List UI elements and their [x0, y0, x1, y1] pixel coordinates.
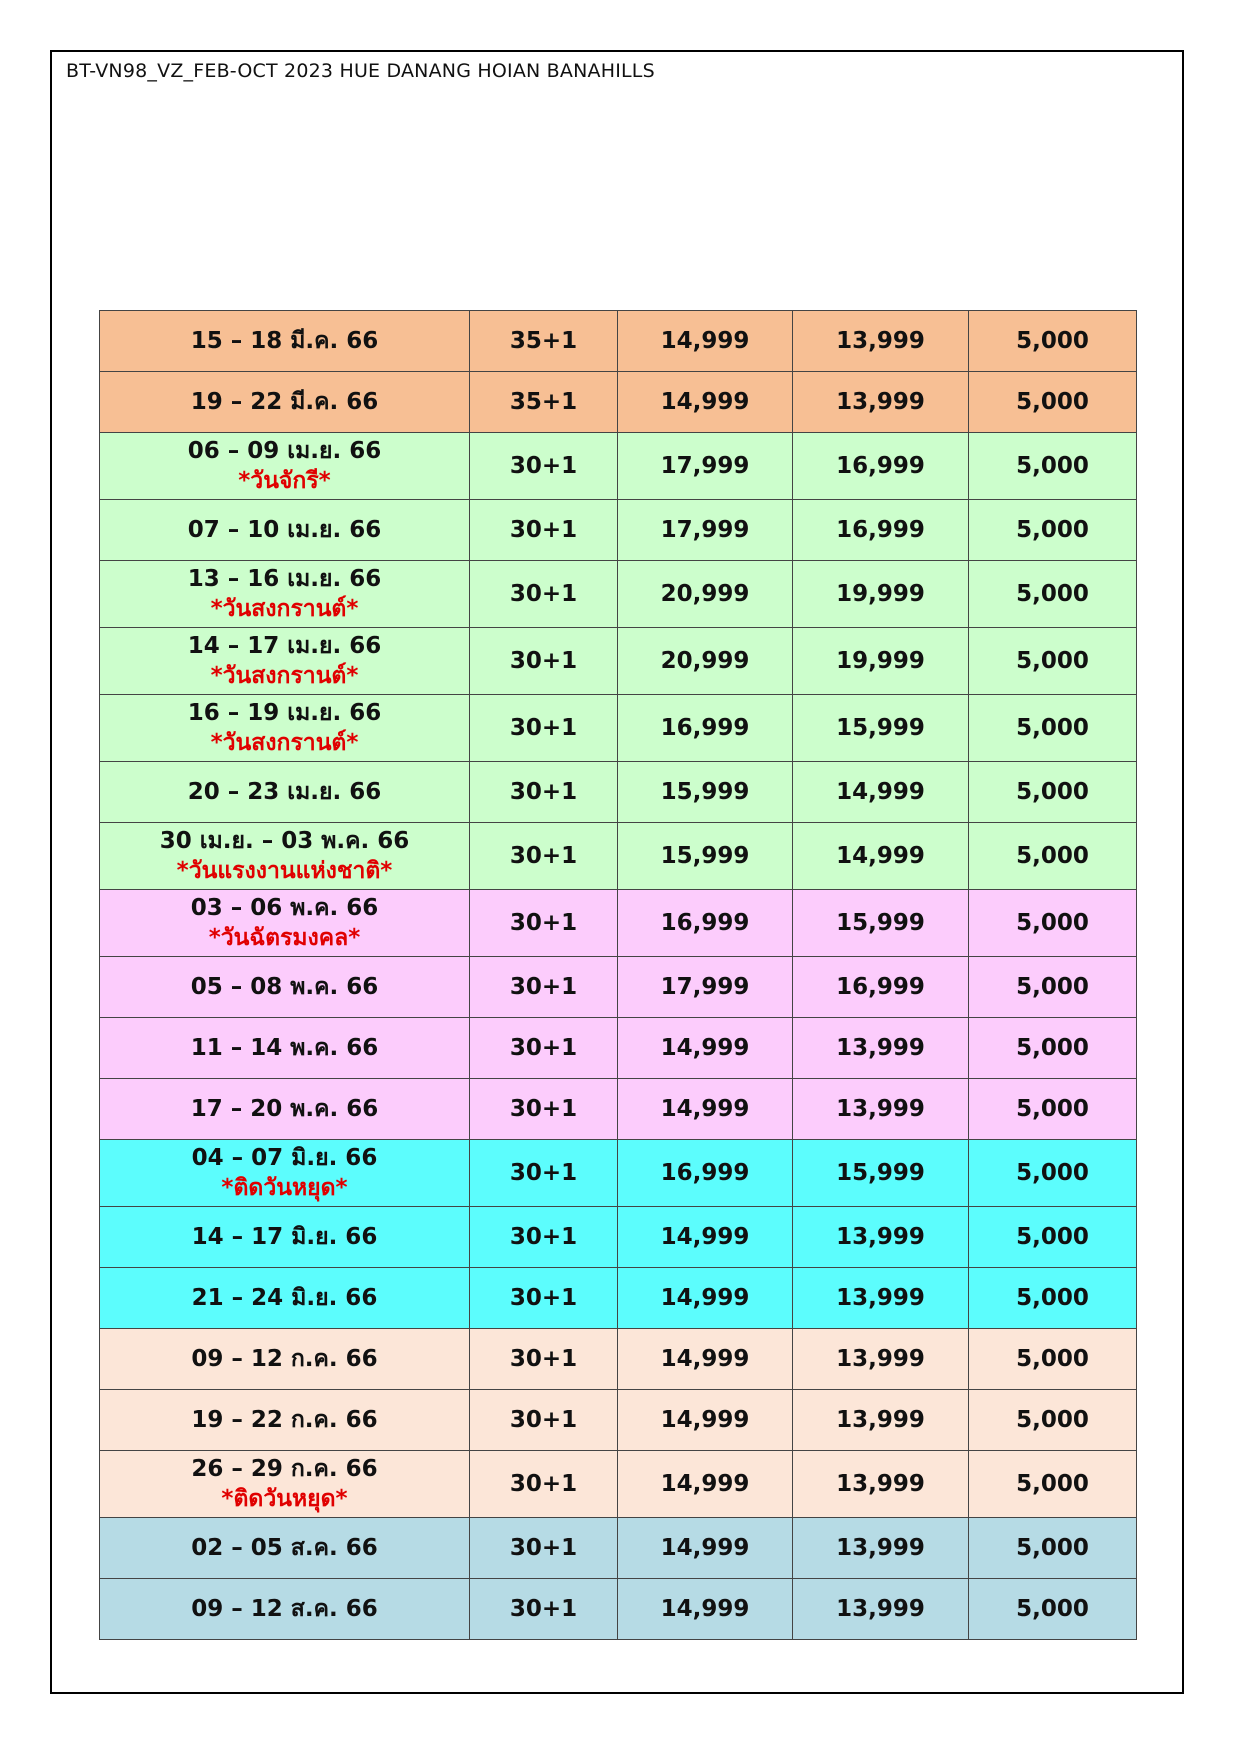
departure-date-cell — [100, 1207, 470, 1268]
departure-date-cell — [100, 561, 470, 628]
adult-price-cell: 14,999 — [618, 1018, 793, 1079]
single-supplement-cell: 5,000 — [969, 1579, 1137, 1640]
seats-cell: 30+1 — [470, 1451, 618, 1518]
table-row — [100, 1390, 1137, 1451]
single-supplement-cell: 5,000 — [969, 1390, 1137, 1451]
departure-date-cell — [100, 500, 470, 561]
table-row — [100, 372, 1137, 433]
child-price-cell: 15,999 — [793, 695, 969, 762]
table-row — [100, 1018, 1137, 1079]
departure-date-cell — [100, 433, 470, 500]
table-row — [100, 500, 1137, 561]
holiday-note: *วันสงกรานต์* — [210, 596, 359, 622]
departure-date-cell — [100, 1268, 470, 1329]
departure-date-cell — [100, 957, 470, 1018]
single-supplement-cell: 5,000 — [969, 372, 1137, 433]
seats-cell: 35+1 — [470, 311, 618, 372]
child-price-cell: 13,999 — [793, 311, 969, 372]
seats-cell: 30+1 — [470, 561, 618, 628]
departure-date: 17 – 20 พ.ค. 66 — [190, 1096, 379, 1122]
departure-date: 21 – 24 มิ.ย. 66 — [191, 1285, 378, 1311]
single-supplement-cell: 5,000 — [969, 311, 1137, 372]
adult-price-cell: 20,999 — [618, 628, 793, 695]
departure-schedule-table — [99, 310, 1137, 1640]
seats-cell: 30+1 — [470, 1018, 618, 1079]
departure-date: 14 – 17 เม.ย. 66 — [187, 633, 382, 659]
departure-date: 14 – 17 มิ.ย. 66 — [191, 1224, 378, 1250]
child-price-cell: 15,999 — [793, 1140, 969, 1207]
adult-price-cell: 17,999 — [618, 957, 793, 1018]
departure-date: 09 – 12 ส.ค. 66 — [191, 1596, 378, 1622]
holiday-note: *วันสงกรานต์* — [210, 663, 359, 689]
adult-price-cell: 14,999 — [618, 1329, 793, 1390]
adult-price-cell: 14,999 — [618, 372, 793, 433]
single-supplement-cell: 5,000 — [969, 1018, 1137, 1079]
adult-price-cell: 14,999 — [618, 1079, 793, 1140]
child-price-cell: 16,999 — [793, 500, 969, 561]
adult-price-cell: 16,999 — [618, 1140, 793, 1207]
table-row — [100, 890, 1137, 957]
departure-date-cell — [100, 628, 470, 695]
document-title: BT-VN98_VZ_FEB-OCT 2023 HUE DANANG HOIAN BANAHILLS — [66, 60, 655, 82]
departure-date: 06 – 09 เม.ย. 66 — [187, 438, 382, 464]
adult-price-cell: 14,999 — [618, 1268, 793, 1329]
departure-date: 02 – 05 ส.ค. 66 — [191, 1535, 378, 1561]
child-price-cell: 13,999 — [793, 1018, 969, 1079]
adult-price-cell: 15,999 — [618, 762, 793, 823]
departure-date: 03 – 06 พ.ค. 66 — [190, 895, 379, 921]
departure-date: 13 – 16 เม.ย. 66 — [187, 566, 382, 592]
seats-cell: 30+1 — [470, 957, 618, 1018]
child-price-cell: 13,999 — [793, 1329, 969, 1390]
table-row — [100, 1140, 1137, 1207]
seats-cell: 35+1 — [470, 372, 618, 433]
child-price-cell: 15,999 — [793, 890, 969, 957]
departure-date-cell — [100, 762, 470, 823]
table-row — [100, 1268, 1137, 1329]
single-supplement-cell: 5,000 — [969, 1207, 1137, 1268]
single-supplement-cell: 5,000 — [969, 823, 1137, 890]
child-price-cell: 13,999 — [793, 372, 969, 433]
holiday-note: *วันฉัตรมงคล* — [208, 925, 361, 951]
holiday-note: *ติดวันหยุด* — [221, 1175, 348, 1201]
child-price-cell: 16,999 — [793, 433, 969, 500]
adult-price-cell: 15,999 — [618, 823, 793, 890]
departure-date: 04 – 07 มิ.ย. 66 — [191, 1145, 378, 1171]
single-supplement-cell: 5,000 — [969, 500, 1137, 561]
table-row — [100, 1079, 1137, 1140]
departure-date-cell — [100, 890, 470, 957]
single-supplement-cell: 5,000 — [969, 561, 1137, 628]
seats-cell: 30+1 — [470, 1329, 618, 1390]
single-supplement-cell: 5,000 — [969, 957, 1137, 1018]
departure-date-cell — [100, 1018, 470, 1079]
single-supplement-cell: 5,000 — [969, 1451, 1137, 1518]
departure-date: 05 – 08 พ.ค. 66 — [190, 974, 379, 1000]
departure-date-cell — [100, 1140, 470, 1207]
child-price-cell: 13,999 — [793, 1079, 969, 1140]
child-price-cell: 14,999 — [793, 823, 969, 890]
table-row — [100, 628, 1137, 695]
adult-price-cell: 17,999 — [618, 500, 793, 561]
holiday-note: *วันสงกรานต์* — [210, 730, 359, 756]
departure-date-cell — [100, 1451, 470, 1518]
departure-date-cell — [100, 1579, 470, 1640]
departure-date: 16 – 19 เม.ย. 66 — [187, 700, 382, 726]
child-price-cell: 19,999 — [793, 561, 969, 628]
seats-cell: 30+1 — [470, 1518, 618, 1579]
single-supplement-cell: 5,000 — [969, 890, 1137, 957]
adult-price-cell: 17,999 — [618, 433, 793, 500]
table-row — [100, 957, 1137, 1018]
seats-cell: 30+1 — [470, 1579, 618, 1640]
child-price-cell: 14,999 — [793, 762, 969, 823]
child-price-cell: 13,999 — [793, 1390, 969, 1451]
departure-date-cell — [100, 1329, 470, 1390]
adult-price-cell: 20,999 — [618, 561, 793, 628]
table-row — [100, 311, 1137, 372]
departure-date: 07 – 10 เม.ย. 66 — [187, 517, 382, 543]
departure-date-cell — [100, 1518, 470, 1579]
adult-price-cell: 14,999 — [618, 1451, 793, 1518]
departure-date: 15 – 18 มี.ค. 66 — [190, 328, 379, 354]
child-price-cell: 16,999 — [793, 957, 969, 1018]
table-row — [100, 695, 1137, 762]
child-price-cell: 13,999 — [793, 1579, 969, 1640]
adult-price-cell: 14,999 — [618, 311, 793, 372]
child-price-cell: 13,999 — [793, 1207, 969, 1268]
holiday-note: *วันจักรี* — [238, 468, 331, 494]
child-price-cell: 13,999 — [793, 1268, 969, 1329]
table-row — [100, 433, 1137, 500]
adult-price-cell: 16,999 — [618, 890, 793, 957]
departure-date-cell — [100, 823, 470, 890]
schedule-body — [100, 311, 1137, 1640]
single-supplement-cell: 5,000 — [969, 1079, 1137, 1140]
seats-cell: 30+1 — [470, 823, 618, 890]
adult-price-cell: 14,999 — [618, 1518, 793, 1579]
table-row — [100, 1207, 1137, 1268]
seats-cell: 30+1 — [470, 1390, 618, 1451]
single-supplement-cell: 5,000 — [969, 695, 1137, 762]
departure-date: 09 – 12 ก.ค. 66 — [191, 1346, 378, 1372]
seats-cell: 30+1 — [470, 500, 618, 561]
departure-date-cell — [100, 372, 470, 433]
table-row — [100, 762, 1137, 823]
departure-date-cell — [100, 695, 470, 762]
holiday-note: *ติดวันหยุด* — [221, 1486, 348, 1512]
table-row — [100, 823, 1137, 890]
departure-date-cell — [100, 1390, 470, 1451]
single-supplement-cell: 5,000 — [969, 1268, 1137, 1329]
holiday-note: *วันแรงงานแห่งชาติ* — [176, 858, 393, 884]
seats-cell: 30+1 — [470, 1207, 618, 1268]
child-price-cell: 19,999 — [793, 628, 969, 695]
seats-cell: 30+1 — [470, 1140, 618, 1207]
child-price-cell: 13,999 — [793, 1451, 969, 1518]
table-row — [100, 1579, 1137, 1640]
departure-date: 19 – 22 มี.ค. 66 — [190, 389, 379, 415]
table-row — [100, 1451, 1137, 1518]
child-price-cell: 13,999 — [793, 1518, 969, 1579]
single-supplement-cell: 5,000 — [969, 433, 1137, 500]
departure-date-cell — [100, 311, 470, 372]
single-supplement-cell: 5,000 — [969, 1518, 1137, 1579]
seats-cell: 30+1 — [470, 890, 618, 957]
departure-date: 11 – 14 พ.ค. 66 — [190, 1035, 379, 1061]
single-supplement-cell: 5,000 — [969, 1140, 1137, 1207]
single-supplement-cell: 5,000 — [969, 628, 1137, 695]
adult-price-cell: 14,999 — [618, 1390, 793, 1451]
seats-cell: 30+1 — [470, 762, 618, 823]
seats-cell: 30+1 — [470, 1079, 618, 1140]
single-supplement-cell: 5,000 — [969, 1329, 1137, 1390]
departure-date: 30 เม.ย. – 03 พ.ค. 66 — [159, 828, 410, 854]
adult-price-cell: 16,999 — [618, 695, 793, 762]
adult-price-cell: 14,999 — [618, 1207, 793, 1268]
seats-cell: 30+1 — [470, 433, 618, 500]
seats-cell: 30+1 — [470, 695, 618, 762]
single-supplement-cell: 5,000 — [969, 762, 1137, 823]
departure-date: 19 – 22 ก.ค. 66 — [191, 1407, 378, 1433]
table-row — [100, 1518, 1137, 1579]
departure-date: 20 – 23 เม.ย. 66 — [187, 779, 382, 805]
table-row — [100, 1329, 1137, 1390]
departure-date-cell — [100, 1079, 470, 1140]
departure-date: 26 – 29 ก.ค. 66 — [191, 1456, 378, 1482]
seats-cell: 30+1 — [470, 628, 618, 695]
table-row — [100, 561, 1137, 628]
adult-price-cell: 14,999 — [618, 1579, 793, 1640]
seats-cell: 30+1 — [470, 1268, 618, 1329]
